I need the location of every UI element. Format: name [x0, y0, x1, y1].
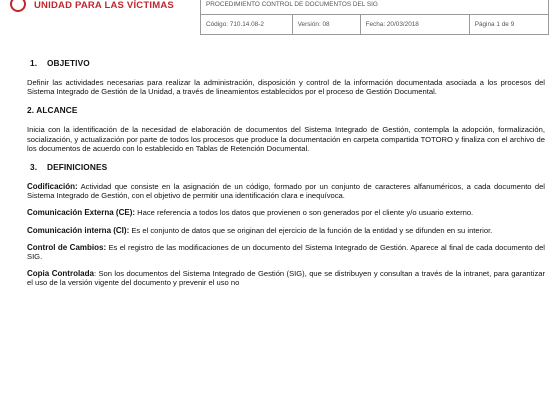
doc-code: Código: 710.14.08-2	[201, 15, 293, 35]
definition-term: Codificación:	[27, 182, 78, 192]
logo-text: UNIDAD PARA LAS VÍCTIMAS	[34, 0, 174, 11]
unidad-victimas-logo	[0, 0, 196, 24]
definition-text: Es el registro de las modificaciones de un documento del Sistema Integrado de Gestión. Aparece al final de cada documento del SIG.	[27, 242, 545, 262]
definition-text: Actividad que consiste en la asignación de un código, formado por un conjunto de caracteres alfanuméricos, a cada documento del Sistema Integrado de Gestión, con el objetivo de permitir una identificación clara e inequívoca.	[27, 182, 545, 201]
alcance-text: Inicia con la identificación de la necesidad de elaboración de documentos del Sistema Integrado de Gestión, contempla la adopción, formalización, socialización, y actualización por parte de todos los procesos que produce la documentación en carpeta compartida TOTORO y finaliza con el archivo de los documentos de acuerdo con lo establecido en Tablas de Retención Documental.	[27, 125, 545, 153]
document-body	[27, 58, 545, 290]
objetivo-text: Definir las actividades necesarias para realizar la administración, disposición y control de la información documentada asociada a los procesos del Sistema Integrado de Gestión de la Unidad, a través de lineamientos establecidos por el proceso de Gestión Documental.	[27, 78, 545, 97]
doc-date: Fecha: 20/03/2018	[360, 15, 469, 35]
section-heading-objetivo	[30, 58, 545, 68]
section-heading-alcance	[27, 105, 545, 115]
definition-text: : Son los documentos del Sistema Integrado de Gestión (SIG), que se distribuyen y consultan a través de la intranet, para garantizar el uso de la versión vigente del documento y prevenir el uso no	[27, 269, 546, 288]
section-heading-definiciones	[30, 162, 545, 172]
definition-item	[27, 243, 545, 261]
section-number: 3.	[30, 162, 38, 173]
doc-title: PROCEDIMIENTO CONTROL DE DOCUMENTOS DEL SIG	[201, 0, 549, 15]
document-header	[0, 0, 560, 40]
definition-item	[27, 208, 545, 217]
doc-version: Versión: 08	[292, 15, 360, 35]
section-title: ALCANCE	[36, 105, 78, 116]
definition-item	[27, 182, 545, 200]
header-table	[200, 0, 549, 35]
definition-text: Es el conjunto de datos que se originan del ejercicio de la función de la entidad y se difunden en su interior.	[129, 225, 493, 235]
section-number: 1.	[30, 58, 38, 68]
definition-term: Control de Cambios:	[27, 242, 107, 252]
definition-term: Comunicación interna (CI):	[27, 225, 130, 235]
section-number: 2.	[27, 105, 35, 116]
definition-text: Hace referencia a todos los datos que provienen o son generados por el cliente y/o usuario externo.	[135, 208, 474, 218]
definition-term: Copia Controlada	[27, 269, 94, 279]
definition-item	[27, 226, 545, 235]
section-title: OBJETIVO	[47, 58, 90, 68]
definition-term: Comunicación Externa (CE):	[27, 208, 136, 218]
definition-item	[27, 269, 546, 288]
seal-icon	[10, 0, 26, 12]
section-title: DEFINICIONES	[47, 162, 108, 173]
page-number: Página 1 de 9	[469, 15, 548, 35]
